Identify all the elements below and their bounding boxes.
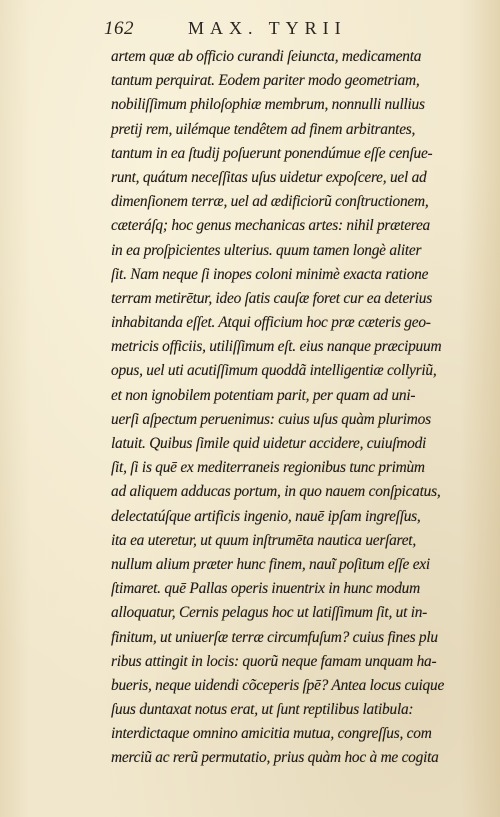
text-line: tantum in ea ſtudij poſuerunt ponendúmue eſſe cenſue- [111,144,433,162]
running-head: MAX. TYRII [188,18,347,38]
text-line: uerſi aſpectum peruenimus: cuius uſus quàm plurimos [111,410,431,428]
text-line: runt, quátum neceſſitas uſus uidetur expoſcere, uel ad [111,168,427,186]
text-line: ſtimaret. quē Pallas operis inuentrix in hunc modum [111,580,420,598]
page-header [104,14,464,40]
text-line: dimenſionem terræ, uel ad ædificiorũ conſtructionem, [111,193,429,211]
text-line: delectatúſque artificis ingenio, nauē ipſam ingreſſus, [111,507,421,525]
text-line: merciũ ac rerũ permutatio, prius quàm hoc à me cogita [111,749,439,767]
text-line: metricis officiis, utiliſſimum eſt. eius nanque præcipuum [111,338,442,356]
text-line: opus, uel uti acutiſſimum quoddã intelligentiæ collyriũ, [111,362,437,380]
page-number: 162 [104,18,134,39]
text-line: ſit. Nam neque ſi inopes coloni minimè exacta ratione [111,265,429,283]
body-text [111,45,463,771]
text-line: pretij rem, uilémque tendêtem ad finem arbitrantes, [111,120,416,138]
text-line: artem quæ ab officio curandi ſeiuncta, medicamenta [111,48,422,65]
text-line: latuit. Quibus ſimile quid uidetur accidere, cuiuſmodi [111,435,427,452]
text-line: bueris, neque uidendi cõceperis ſpē? Antea locus cuique [111,676,445,694]
text-line: ribus attingit in locis: quorũ neque famam unquam ha- [111,652,437,670]
text-line: finitum, ut uniuerſæ terræ circumfuſum? cuius fines plu [111,628,438,646]
text-line: alloquatur, Cernis pelagus hoc ut latiſſimum ſit, ut in- [111,604,428,622]
text-line: tantum perquirat. Eodem pariter modo geometriam, [111,72,420,90]
text-line: cæteráſq; hoc genus mechanicas artes: nihil præterea [111,217,430,235]
text-line: in ea proſpicientes ulterius. quum tamen longè aliter [111,241,422,259]
text-line: ſit, ſi is quē ex mediterraneis regionibus tunc primùm [111,459,425,477]
text-line: et non ignobilem potentiam parit, per quam ad uni- [111,386,416,404]
text-line: nobiliſſimum philoſophiæ membrum, nonnulli nullius [111,96,425,114]
text-line: terram metirētur, ideo ſatis cauſæ foret cur ea deterius [111,289,432,307]
text-line: nullum alium præter hunc finem, nauĩ poſitum eſſe exi [111,555,430,573]
text-line: interdictaque omnino amicitia mutua, congreſſus, com [111,725,432,743]
text-line: ſuus duntaxat notus erat, ut ſunt reptilibus latibula: [111,701,414,719]
text-line: ad aliquem adducas portum, in quo nauem conſpicatus, [111,483,441,501]
text-line: ita ea uteretur, ut quum inſtrumēta nautica uerſaret, [111,531,416,549]
text-line: inhabitanda eſſet. Atqui officium hoc præ cæteris geo- [111,314,431,332]
